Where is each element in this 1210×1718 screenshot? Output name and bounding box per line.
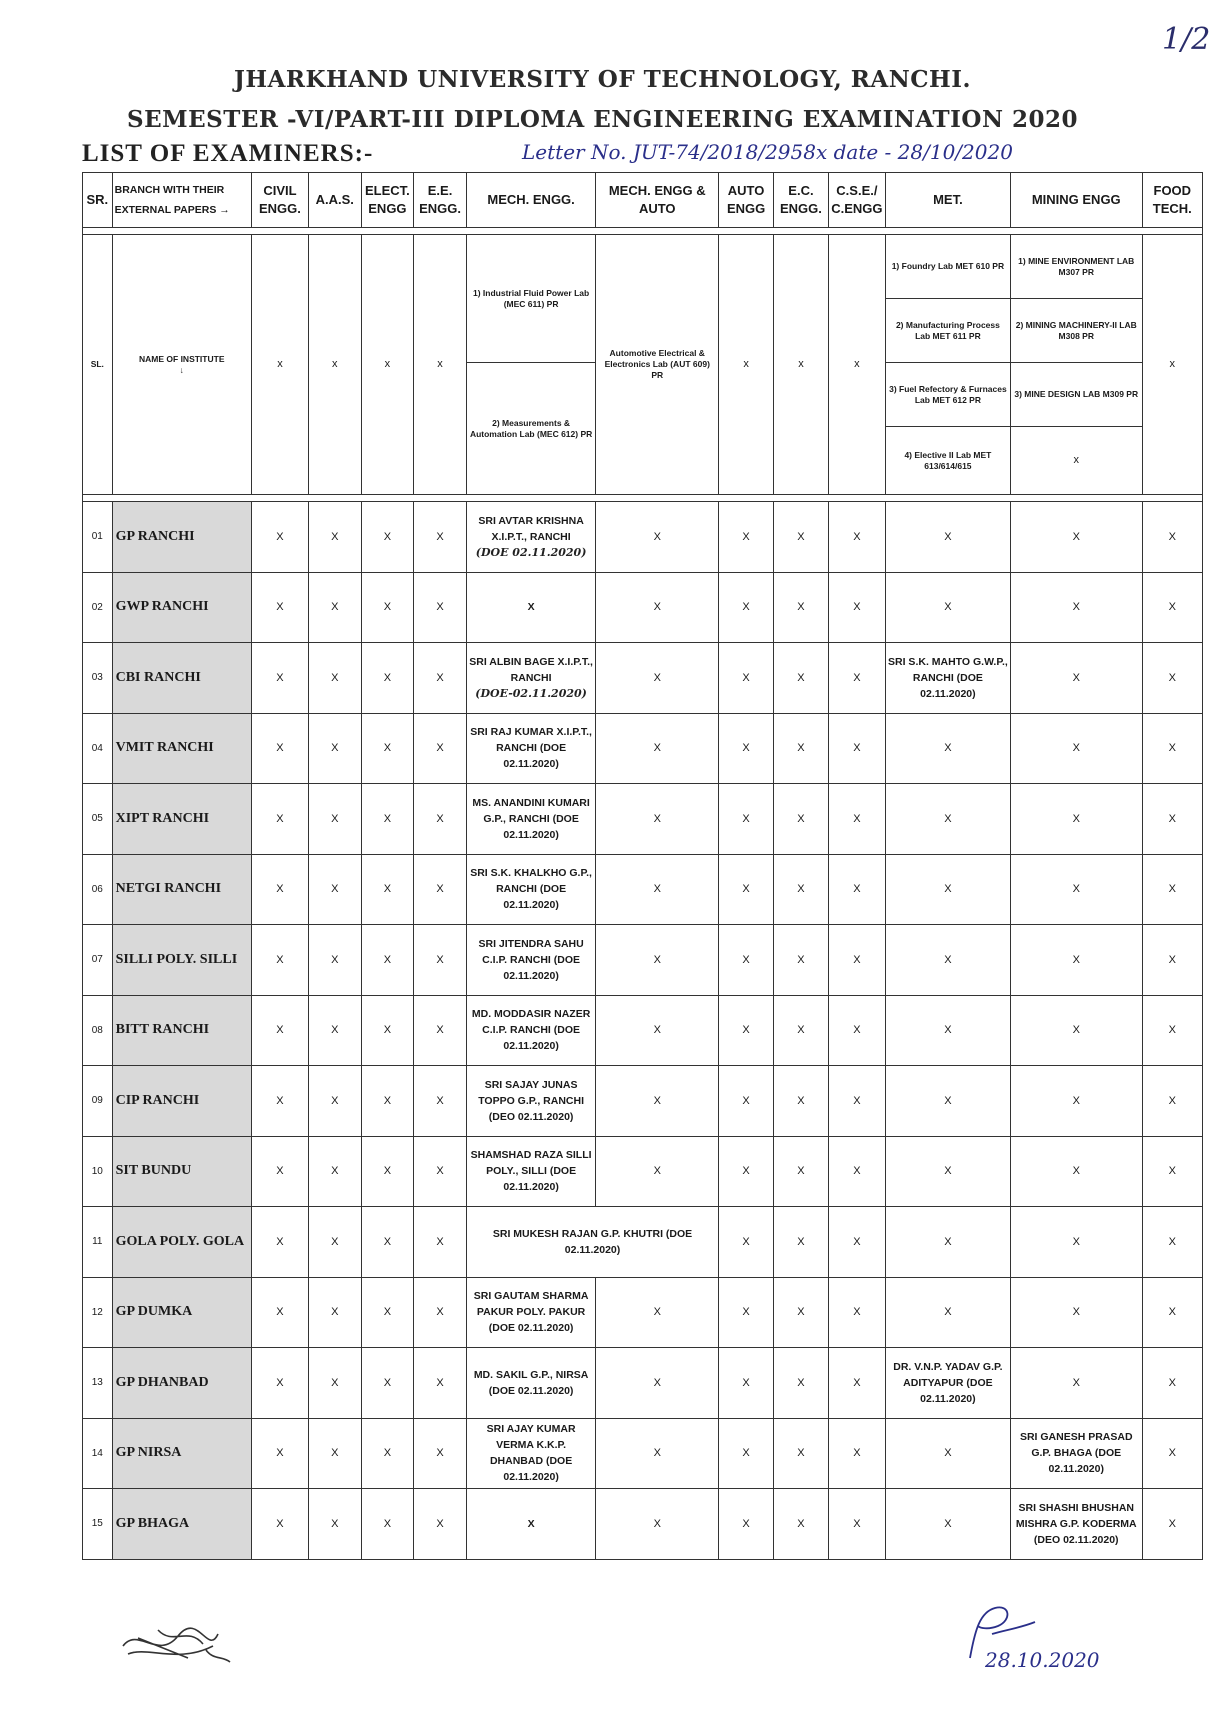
row-mech — [466, 643, 595, 714]
row-auto: X — [719, 1207, 774, 1278]
row-aas: X — [308, 854, 361, 925]
row-food: X — [1142, 643, 1202, 714]
row-elect: X — [361, 1418, 414, 1489]
row-mech-auto: X — [596, 1066, 719, 1137]
row-mech-auto: X — [596, 713, 719, 784]
row-mech-auto: X — [596, 995, 719, 1066]
row-sr: 13 — [83, 1348, 113, 1419]
row-institute: SIT BUNDU — [112, 1136, 251, 1207]
row-ee: X — [414, 1136, 467, 1207]
row-food: X — [1142, 995, 1202, 1066]
mech-examiner: MD. SAKIL G.P., NIRSA (DOE 02.11.2020) — [473, 1368, 589, 1397]
row-auto: X — [719, 1277, 774, 1348]
row-auto: X — [719, 502, 774, 573]
row-institute: GP RANCHI — [112, 502, 251, 573]
row-ee: X — [414, 502, 467, 573]
table-row — [83, 784, 1203, 855]
table-row — [83, 1489, 1203, 1560]
col-met: MET. — [885, 173, 1010, 228]
signature-left-icon — [118, 1616, 238, 1672]
row-aas: X — [308, 925, 361, 996]
row-mining: X — [1010, 502, 1142, 573]
row-auto: X — [719, 854, 774, 925]
table-row — [83, 643, 1203, 714]
mech-examiner-date-note: (DOE-02.11.2020) — [475, 686, 587, 700]
row-cse: X — [828, 784, 885, 855]
row-ee: X — [414, 643, 467, 714]
down-arrow-icon: ↓ — [179, 364, 184, 375]
row-ec: X — [774, 1066, 829, 1137]
institute-label-text: NAME OF INSTITUTE — [139, 353, 225, 364]
mech-examiner: SRI AJAY KUMAR VERMA K.K.P. DHANBAD (DOE 02.11.2020) — [486, 1423, 576, 1484]
row-aas: X — [308, 1136, 361, 1207]
row-mech — [466, 1348, 595, 1419]
mining-lab-2: 2) MINING MACHINERY-II LAB M308 PR — [1010, 299, 1142, 363]
row-civil: X — [251, 1066, 308, 1137]
ec-lab: x — [774, 235, 829, 495]
row-ee: X — [414, 713, 467, 784]
row-elect: X — [361, 1348, 414, 1419]
row-aas: X — [308, 1348, 361, 1419]
row-mech — [466, 995, 595, 1066]
row-ee: X — [414, 1207, 467, 1278]
col-ee: E.E. ENGG. — [414, 173, 467, 228]
row-institute: GP DHANBAD — [112, 1348, 251, 1419]
met-lab-2: 2) Manufacturing Process Lab MET 611 PR — [885, 299, 1010, 363]
cse-lab: x — [828, 235, 885, 495]
mech-examiner: SRI S.K. KHALKHO G.P., RANCHI (DOE 02.11.2020) — [470, 867, 592, 912]
exam-title: SEMESTER -VI/PART-III DIPLOMA ENGINEERING EXAMINATION 2020 — [127, 106, 1078, 133]
mech-auto-lab: Automotive Electrical & Electronics Lab (AUT 609) PR — [596, 235, 719, 495]
row-ee: X — [414, 995, 467, 1066]
col-civil: CIVIL ENGG. — [251, 173, 308, 228]
row-elect: X — [361, 925, 414, 996]
row-institute: CIP RANCHI — [112, 1066, 251, 1137]
row-cse: X — [828, 1348, 885, 1419]
auto-lab: x — [719, 235, 774, 495]
page-number: 1/2 — [1162, 22, 1210, 57]
table-row — [83, 1066, 1203, 1137]
row-elect: X — [361, 1136, 414, 1207]
row-ee: X — [414, 1277, 467, 1348]
table-row — [83, 854, 1203, 925]
row-cse: X — [828, 995, 885, 1066]
col-branch: BRANCH WITH THEIR EXTERNAL PAPERS → — [112, 173, 251, 228]
row-cse: X — [828, 925, 885, 996]
row-aas: X — [308, 1489, 361, 1560]
elect-lab: x — [361, 235, 414, 495]
row-ee: X — [414, 572, 467, 643]
row-elect: X — [361, 995, 414, 1066]
row-mech — [466, 572, 595, 643]
row-civil: X — [251, 854, 308, 925]
row-civil: X — [251, 1418, 308, 1489]
row-ec: X — [774, 502, 829, 573]
row-mining: X — [1010, 1207, 1142, 1278]
row-food: X — [1142, 1277, 1202, 1348]
civil-lab: x — [251, 235, 308, 495]
table-row — [83, 1418, 1203, 1489]
row-institute: CBI RANCHI — [112, 643, 251, 714]
row-elect: X — [361, 1277, 414, 1348]
row-met: DR. V.N.P. YADAV G.P. ADITYAPUR (DOE 02.11.2020) — [885, 1348, 1010, 1419]
row-mining: X — [1010, 995, 1142, 1066]
row-mech — [466, 1277, 595, 1348]
row-institute: SILLI POLY. SILLI — [112, 925, 251, 996]
row-elect: X — [361, 572, 414, 643]
row-mech-auto: X — [596, 1418, 719, 1489]
row-met: X — [885, 995, 1010, 1066]
lab-subheader-row — [83, 235, 1203, 299]
mech-examiner: MD. MODDASIR NAZER C.I.P. RANCHI (DOE 02.11.2020) — [471, 1008, 591, 1053]
row-ee: X — [414, 925, 467, 996]
row-ec: X — [774, 1418, 829, 1489]
mining-lab-1: 1) MINE ENVIRONMENT LAB M307 PR — [1010, 235, 1142, 299]
row-sr: 15 — [83, 1489, 113, 1560]
food-lab: x — [1142, 235, 1202, 495]
row-mining: X — [1010, 1348, 1142, 1419]
row-cse: X — [828, 572, 885, 643]
row-civil: X — [251, 1348, 308, 1419]
row-sr: 06 — [83, 854, 113, 925]
mech-examiner: SRI JITENDRA SAHU C.I.P. RANCHI (DOE 02.11.2020) — [478, 937, 584, 982]
table-row — [83, 502, 1203, 573]
row-mech — [466, 502, 595, 573]
table-row — [83, 572, 1203, 643]
row-food: X — [1142, 572, 1202, 643]
row-institute: GP DUMKA — [112, 1277, 251, 1348]
row-mech — [466, 1136, 595, 1207]
row-mining: X — [1010, 643, 1142, 714]
row-sr: 08 — [83, 995, 113, 1066]
row-mech — [466, 1489, 595, 1560]
col-food: FOOD TECH. — [1142, 173, 1202, 228]
aas-lab: x — [308, 235, 361, 495]
row-mining: X — [1010, 713, 1142, 784]
row-ee: X — [414, 1066, 467, 1137]
row-auto: X — [719, 995, 774, 1066]
row-cse: X — [828, 1418, 885, 1489]
row-food: X — [1142, 925, 1202, 996]
row-mech-auto: X — [596, 784, 719, 855]
row-aas: X — [308, 643, 361, 714]
met-lab-4: 4) Elective II Lab MET 613/614/615 — [885, 427, 1010, 495]
row-aas: X — [308, 1066, 361, 1137]
row-ec: X — [774, 995, 829, 1066]
row-ec: X — [774, 1489, 829, 1560]
row-mech — [466, 784, 595, 855]
row-cse: X — [828, 1277, 885, 1348]
row-auto: X — [719, 713, 774, 784]
row-auto: X — [719, 1489, 774, 1560]
row-ec: X — [774, 643, 829, 714]
row-elect: X — [361, 1207, 414, 1278]
row-mech — [466, 713, 595, 784]
mech-examiner-date-note: (DOE 02.11.2020) — [475, 545, 587, 559]
row-mech-auto: X — [596, 1348, 719, 1419]
row-aas: X — [308, 502, 361, 573]
row-institute: BITT RANCHI — [112, 995, 251, 1066]
row-ee: X — [414, 784, 467, 855]
col-ec: E.C. ENGG. — [774, 173, 829, 228]
row-met: X — [885, 1136, 1010, 1207]
table-row — [83, 1207, 1203, 1278]
row-sr: 09 — [83, 1066, 113, 1137]
row-met: X — [885, 925, 1010, 996]
ee-lab: x — [414, 235, 467, 495]
row-sr: 05 — [83, 784, 113, 855]
row-food: X — [1142, 1136, 1202, 1207]
row-ec: X — [774, 1136, 829, 1207]
row-aas: X — [308, 995, 361, 1066]
row-civil: X — [251, 1277, 308, 1348]
row-food: X — [1142, 1489, 1202, 1560]
row-auto: X — [719, 925, 774, 996]
table-row — [83, 1348, 1203, 1419]
mech-examiner: MS. ANANDINI KUMARI G.P., RANCHI (DOE 02.11.2020) — [472, 796, 590, 841]
row-sr: 03 — [83, 643, 113, 714]
row-food: X — [1142, 1207, 1202, 1278]
row-cse: X — [828, 713, 885, 784]
col-mech: MECH. ENGG. — [466, 173, 595, 228]
table-row — [83, 995, 1203, 1066]
col-cse: C.S.E./ C.ENGG — [828, 173, 885, 228]
row-mech-auto: X — [596, 502, 719, 573]
row-aas: X — [308, 713, 361, 784]
row-met: X — [885, 502, 1010, 573]
row-civil: X — [251, 1207, 308, 1278]
row-auto: X — [719, 1136, 774, 1207]
row-mech — [466, 1066, 595, 1137]
row-mech — [466, 1418, 595, 1489]
row-mining: X — [1010, 572, 1142, 643]
list-label: LIST OF EXAMINERS:- — [82, 140, 374, 167]
row-ec: X — [774, 572, 829, 643]
row-ec: X — [774, 1277, 829, 1348]
row-elect: X — [361, 854, 414, 925]
col-mining: MINING ENGG — [1010, 173, 1142, 228]
row-ee: X — [414, 1418, 467, 1489]
row-elect: X — [361, 502, 414, 573]
row-civil: X — [251, 784, 308, 855]
row-auto: X — [719, 1348, 774, 1419]
row-institute: NETGI RANCHI — [112, 854, 251, 925]
examiners-table — [82, 172, 1203, 1560]
row-cse: X — [828, 1066, 885, 1137]
mech-examiner: X — [527, 601, 535, 614]
row-institute: GP NIRSA — [112, 1418, 251, 1489]
row-elect: X — [361, 1489, 414, 1560]
row-met: X — [885, 1418, 1010, 1489]
row-elect: X — [361, 643, 414, 714]
row-elect: X — [361, 713, 414, 784]
letter-reference: Letter No. JUT-74/2018/2958x date - 28/10/2020 — [522, 140, 1013, 164]
row-cse: X — [828, 1136, 885, 1207]
mech-examiner: SRI SAJAY JUNAS TOPPO G.P., RANCHI (DEO 02.11.2020) — [478, 1078, 584, 1123]
row-mining: X — [1010, 1136, 1142, 1207]
row-food: X — [1142, 784, 1202, 855]
row-cse: X — [828, 1489, 885, 1560]
table-row — [83, 713, 1203, 784]
row-cse: X — [828, 502, 885, 573]
row-civil: X — [251, 995, 308, 1066]
row-ee: X — [414, 1489, 467, 1560]
row-civil: X — [251, 1136, 308, 1207]
row-mech-auto: X — [596, 1277, 719, 1348]
row-cse: X — [828, 643, 885, 714]
row-ec: X — [774, 1207, 829, 1278]
col-mech-auto: MECH. ENGG & AUTO — [596, 173, 719, 228]
row-sr: 14 — [83, 1418, 113, 1489]
row-ec: X — [774, 854, 829, 925]
mining-lab-4: x — [1010, 427, 1142, 495]
sl-label: SL. — [83, 235, 113, 495]
institute-label — [112, 235, 251, 495]
row-auto: X — [719, 643, 774, 714]
col-auto: AUTO ENGG — [719, 173, 774, 228]
row-food: X — [1142, 1418, 1202, 1489]
met-lab-3: 3) Fuel Refectory & Furnaces Lab MET 612 PR — [885, 363, 1010, 427]
row-ec: X — [774, 784, 829, 855]
row-food: X — [1142, 713, 1202, 784]
row-mech-auto: X — [596, 572, 719, 643]
row-ec: X — [774, 925, 829, 996]
row-institute: XIPT RANCHI — [112, 784, 251, 855]
row-met: X — [885, 1066, 1010, 1137]
row-mining: X — [1010, 1277, 1142, 1348]
row-mech-auto: X — [596, 925, 719, 996]
mech-examiner: X — [527, 1517, 535, 1530]
row-mech — [466, 854, 595, 925]
row-mining: X — [1010, 1066, 1142, 1137]
row-mech-auto: X — [596, 643, 719, 714]
mech-examiner: SRI ALBIN BAGE X.I.P.T., RANCHI — [469, 655, 593, 684]
row-ee: X — [414, 1348, 467, 1419]
row-mining: X — [1010, 784, 1142, 855]
row-met: X — [885, 572, 1010, 643]
row-auto: X — [719, 784, 774, 855]
row-sr: 11 — [83, 1207, 113, 1278]
row-food: X — [1142, 1066, 1202, 1137]
row-ec: X — [774, 713, 829, 784]
row-civil: X — [251, 572, 308, 643]
row-aas: X — [308, 1207, 361, 1278]
row-aas: X — [308, 572, 361, 643]
row-elect: X — [361, 1066, 414, 1137]
mech-examiner: SRI RAJ KUMAR X.I.P.T., RANCHI (DOE 02.11.2020) — [470, 726, 592, 771]
column-header-row — [83, 173, 1203, 228]
row-sr: 02 — [83, 572, 113, 643]
col-aas: A.A.S. — [308, 173, 361, 228]
row-met: X — [885, 854, 1010, 925]
met-lab-1: 1) Foundry Lab MET 610 PR — [885, 235, 1010, 299]
row-sr: 10 — [83, 1136, 113, 1207]
row-mining: SRI GANESH PRASAD G.P. BHAGA (DOE 02.11.2020) — [1010, 1418, 1142, 1489]
row-aas: X — [308, 784, 361, 855]
row-aas: X — [308, 1418, 361, 1489]
mech-examiner: SRI AVTAR KRISHNA X.I.P.T., RANCHI — [478, 514, 584, 543]
col-sr: SR. — [83, 173, 113, 228]
university-title: JHARKHAND UNIVERSITY OF TECHNOLOGY, RANCHI. — [233, 66, 972, 93]
row-met: X — [885, 713, 1010, 784]
row-ec: X — [774, 1348, 829, 1419]
row-civil: X — [251, 713, 308, 784]
row-mech-merged: SRI MUKESH RAJAN G.P. KHUTRI (DOE 02.11.2020) — [466, 1207, 718, 1278]
row-auto: X — [719, 1066, 774, 1137]
mech-lab-2: 2) Measurements & Automation Lab (MEC 612) PR — [466, 363, 595, 495]
row-mech — [466, 925, 595, 996]
row-food: X — [1142, 1348, 1202, 1419]
examiner-rows — [83, 502, 1203, 1560]
row-institute: VMIT RANCHI — [112, 713, 251, 784]
row-food: X — [1142, 854, 1202, 925]
col-elect: ELECT. ENGG — [361, 173, 414, 228]
table-row — [83, 925, 1203, 996]
row-civil: X — [251, 925, 308, 996]
row-institute: GOLA POLY. GOLA — [112, 1207, 251, 1278]
row-mech-auto: X — [596, 1136, 719, 1207]
table-row — [83, 1136, 1203, 1207]
signature-date: 28.10.2020 — [985, 1648, 1100, 1672]
row-auto: X — [719, 1418, 774, 1489]
row-cse: X — [828, 1207, 885, 1278]
row-mining: SRI SHASHI BHUSHAN MISHRA G.P. KODERMA (DEO 02.11.2020) — [1010, 1489, 1142, 1560]
row-mech-auto: X — [596, 854, 719, 925]
mech-examiner: SHAMSHAD RAZA SILLI POLY., SILLI (DOE 02.11.2020) — [470, 1149, 592, 1194]
row-mech-auto: X — [596, 1489, 719, 1560]
mech-lab-1: 1) Industrial Fluid Power Lab (MEC 611) PR — [466, 235, 595, 363]
mech-examiner: SRI GAUTAM SHARMA PAKUR POLY. PAKUR (DOE 02.11.2020) — [473, 1290, 589, 1335]
table-row — [83, 1277, 1203, 1348]
row-aas: X — [308, 1277, 361, 1348]
row-mining: X — [1010, 854, 1142, 925]
row-institute: GP BHAGA — [112, 1489, 251, 1560]
row-met: X — [885, 784, 1010, 855]
row-elect: X — [361, 784, 414, 855]
row-civil: X — [251, 1489, 308, 1560]
row-met: X — [885, 1489, 1010, 1560]
list-of-examiners-line — [82, 140, 1122, 172]
row-food: X — [1142, 502, 1202, 573]
row-sr: 07 — [83, 925, 113, 996]
row-ee: X — [414, 854, 467, 925]
mining-lab-3: 3) MINE DESIGN LAB M309 PR — [1010, 363, 1142, 427]
row-mining: X — [1010, 925, 1142, 996]
row-sr: 01 — [83, 502, 113, 573]
row-auto: X — [719, 572, 774, 643]
row-sr: 12 — [83, 1277, 113, 1348]
row-cse: X — [828, 854, 885, 925]
row-civil: X — [251, 502, 308, 573]
row-met: X — [885, 1277, 1010, 1348]
row-institute: GWP RANCHI — [112, 572, 251, 643]
row-sr: 04 — [83, 713, 113, 784]
row-met: SRI S.K. MAHTO G.W.P., RANCHI (DOE 02.11.2020) — [885, 643, 1010, 714]
row-met: X — [885, 1207, 1010, 1278]
row-civil: X — [251, 643, 308, 714]
